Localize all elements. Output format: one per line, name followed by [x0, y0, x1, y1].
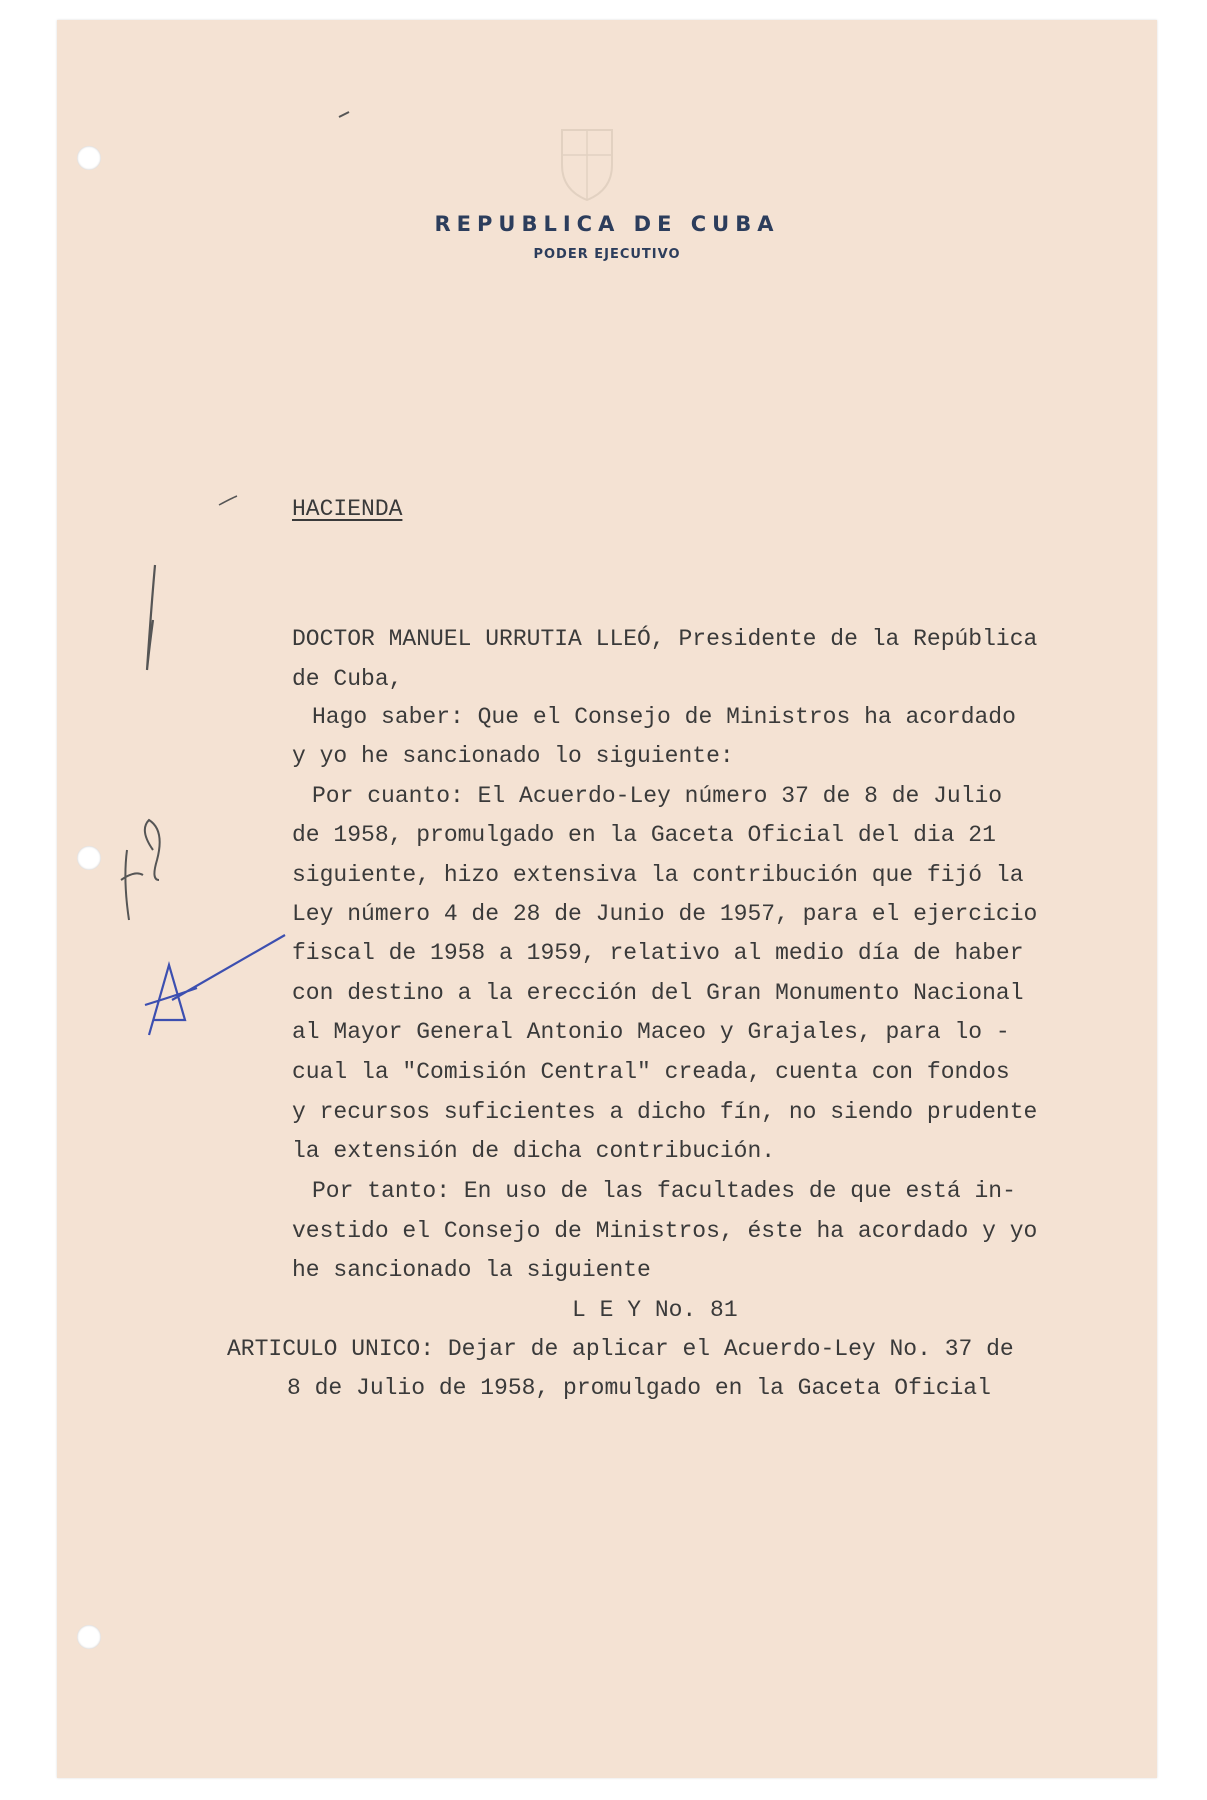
letterhead-title: REPUBLICA DE CUBA [434, 212, 780, 236]
document-line: la extensión de dicha contribución. [292, 1138, 776, 1164]
document-line: Por cuanto: El Acuerdo-Ley número 37 de 8 de Julio [312, 783, 1003, 809]
punch-hole [77, 146, 101, 170]
letterhead-subtitle: PODER EJECUTIVO [533, 247, 681, 262]
document-line: y yo he sancionado lo siguiente: [292, 743, 734, 769]
document-line: Ley número 4 de 28 de Junio de 1957, para el ejercicio [292, 901, 1038, 927]
document-line: siguiente, hizo extensiva la contribución que fijó la [292, 862, 1024, 888]
document-line: Hago saber: Que el Consejo de Ministros ha acordado [312, 704, 1016, 730]
punch-hole [77, 1625, 101, 1649]
punch-hole [77, 846, 101, 870]
coat-of-arms-watermark [532, 115, 642, 205]
document-line: con destino a la erección del Gran Monumento Nacional [292, 980, 1024, 1006]
document-line: cual la "Comisión Central" creada, cuenta con fondos [292, 1059, 1010, 1085]
document-line: he sancionado la siguiente [292, 1257, 651, 1283]
document-line: de Cuba, [292, 666, 403, 692]
document-line: fiscal de 1958 a 1959, relativo al medio día de haber [292, 940, 1024, 966]
section-heading: HACIENDA [292, 496, 403, 522]
document-line: al Mayor General Antonio Maceo y Grajales, para lo - [292, 1019, 1010, 1045]
document-line: 8 de Julio de 1958, promulgado en la Gaceta Oficial [287, 1375, 991, 1401]
document-line: de 1958, promulgado en la Gaceta Oficial del dia 21 [292, 822, 996, 848]
document-line: DOCTOR MANUEL URRUTIA LLEÓ, Presidente de la República [292, 626, 1038, 652]
document-line: ARTICULO UNICO: Dejar de aplicar el Acuerdo-Ley No. 37 de [227, 1336, 1014, 1362]
document-page [57, 20, 1157, 1778]
handwritten-annotations [57, 20, 1157, 1778]
document-line: y recursos suficientes a dicho fín, no siendo prudente [292, 1099, 1038, 1125]
document-line: vestido el Consejo de Ministros, éste ha acordado y yo [292, 1218, 1038, 1244]
law-number: L E Y No. 81 [572, 1297, 738, 1323]
document-line: Por tanto: En uso de las facultades de que está in- [312, 1178, 1016, 1204]
